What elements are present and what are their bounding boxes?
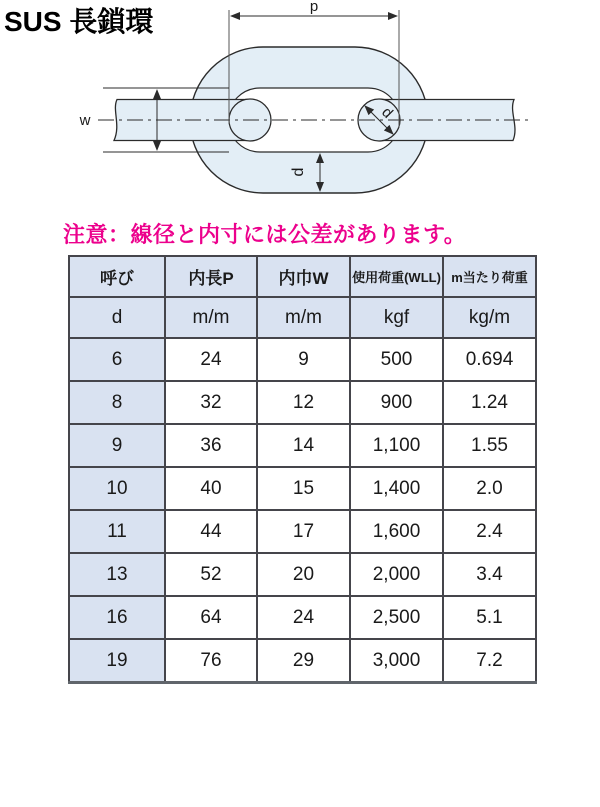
table-row: [69, 381, 536, 424]
cell-wll: 500: [350, 338, 443, 381]
cell-size: 6: [69, 338, 165, 381]
cell-size: 19: [69, 639, 165, 683]
header-row-names: [69, 256, 536, 297]
unit-cell: m/m: [165, 297, 257, 338]
dim-d-label: d: [290, 167, 307, 177]
unit-cell: kg/m: [443, 297, 536, 338]
table-row: [69, 510, 536, 553]
table-row: [69, 424, 536, 467]
cell-width: 9: [257, 338, 350, 381]
cell-length: 76: [165, 639, 257, 683]
cell-width: 29: [257, 639, 350, 683]
cell-wll: 2,000: [350, 553, 443, 596]
cell-width: 24: [257, 596, 350, 639]
cell-weight: 7.2: [443, 639, 536, 683]
header-cell: 呼び: [69, 256, 165, 297]
cell-wll: 900: [350, 381, 443, 424]
unit-cell: m/m: [257, 297, 350, 338]
header-cell: 使用荷重(WLL): [350, 256, 443, 297]
cell-wll: 3,000: [350, 639, 443, 683]
spec-table: [68, 255, 537, 684]
cell-size: 16: [69, 596, 165, 639]
cell-weight: 2.0: [443, 467, 536, 510]
cell-weight: 1.55: [443, 424, 536, 467]
cell-width: 12: [257, 381, 350, 424]
cell-width: 15: [257, 467, 350, 510]
cell-weight: 2.4: [443, 510, 536, 553]
cell-wll: 1,600: [350, 510, 443, 553]
cell-width: 14: [257, 424, 350, 467]
cell-wll: 1,400: [350, 467, 443, 510]
cell-length: 32: [165, 381, 257, 424]
table-row: [69, 596, 536, 639]
header-cell: m当たり荷重: [443, 256, 536, 297]
cell-size: 8: [69, 381, 165, 424]
table-row: [69, 467, 536, 510]
cell-length: 36: [165, 424, 257, 467]
cell-length: 24: [165, 338, 257, 381]
cell-size: 9: [69, 424, 165, 467]
header-cell: 内巾W: [257, 256, 350, 297]
unit-cell: kgf: [350, 297, 443, 338]
cell-weight: 3.4: [443, 553, 536, 596]
header-cell: 内長P: [165, 256, 257, 297]
cell-weight: 5.1: [443, 596, 536, 639]
cell-size: 13: [69, 553, 165, 596]
table-row: [69, 338, 536, 381]
cell-length: 52: [165, 553, 257, 596]
cell-size: 10: [69, 467, 165, 510]
cell-length: 64: [165, 596, 257, 639]
cell-length: 40: [165, 467, 257, 510]
cell-width: 20: [257, 553, 350, 596]
chain-link-diagram: [0, 0, 600, 220]
cell-weight: 0.694: [443, 338, 536, 381]
tolerance-note: 注意：線径と内寸には公差があります。: [63, 222, 467, 247]
cell-length: 44: [165, 510, 257, 553]
cell-weight: 1.24: [443, 381, 536, 424]
page-title: SUS 長鎖環: [4, 6, 154, 37]
header-row-units: [69, 297, 536, 338]
unit-cell: d: [69, 297, 165, 338]
cell-wll: 1,100: [350, 424, 443, 467]
dim-d-circle-label: d: [378, 103, 397, 122]
table-row: [69, 553, 536, 596]
table-row: [69, 639, 536, 683]
cell-wll: 2,500: [350, 596, 443, 639]
dim-p-label: p: [309, 0, 319, 15]
cell-width: 17: [257, 510, 350, 553]
cell-size: 11: [69, 510, 165, 553]
dim-w-label: w: [79, 112, 91, 129]
